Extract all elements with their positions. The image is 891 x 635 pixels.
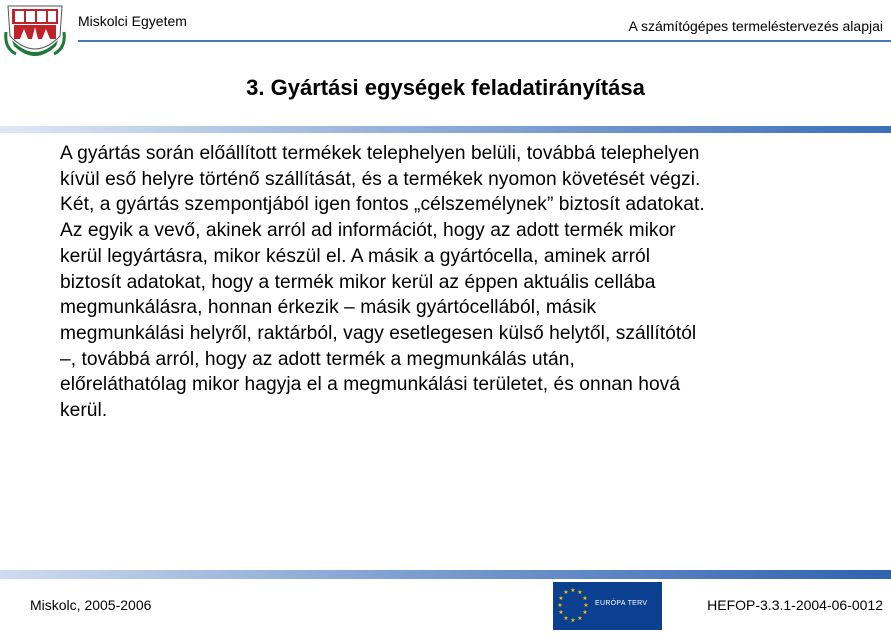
body-line: –, továbbá arról, hogy az adott termék a megmunkálás után, xyxy=(60,348,575,370)
header-institution: Miskolci Egyetem xyxy=(78,13,187,29)
svg-text:★: ★ xyxy=(577,615,583,622)
body-line: A gyártás során előállított termékek telephelyen belüli, továbbá telephelyen xyxy=(60,143,700,164)
body-line: megmunkálásra, honnan érkezik – másik gyártócellából, másik xyxy=(60,297,597,319)
university-crest-icon xyxy=(2,2,68,64)
svg-text:★: ★ xyxy=(582,609,588,616)
svg-text:★: ★ xyxy=(570,587,576,594)
header-divider xyxy=(78,40,891,42)
svg-text:★: ★ xyxy=(563,615,569,622)
body-line: Két, a gyártás szempontjából igen fontos „célszemélynek” biztosít adatokat. xyxy=(60,194,705,216)
body-line: kerül. xyxy=(60,400,108,422)
eu-logo xyxy=(553,582,662,630)
body-line: megmunkálási helyről, raktárból, vagy esetlegesen külső helytől, szállítótól xyxy=(60,322,697,344)
svg-text:★: ★ xyxy=(583,602,589,609)
body-line: kerül legyártásra, mikor készül el. A másik a gyártócella, aminek arról xyxy=(60,245,651,267)
body-line: Az egyik a vevő, akinek arról ad információt, hogy az adott termék mikor xyxy=(60,220,676,242)
footer-divider xyxy=(0,570,891,579)
body-line: előreláthatólag mikor hagyja el a megmunkálási területet, és onnan hová xyxy=(60,374,681,396)
header-course: A számítógépes termeléstervezés alapjai xyxy=(628,18,883,34)
eu-stars-icon xyxy=(553,582,593,630)
svg-text:★: ★ xyxy=(563,589,569,596)
footer-project-code: HEFOP-3.3.1-2004-06-0012 xyxy=(707,597,883,613)
svg-text:★: ★ xyxy=(577,589,583,596)
slide-title: 3. Gyártási egységek feladatirányítása xyxy=(246,75,645,100)
body-line: biztosít adatokat, hogy a termék mikor kerül az éppen aktuális cellába xyxy=(60,271,656,293)
body-line: kívül eső helyre történő szállítását, és a termékek nyomon követését végzi. xyxy=(60,168,701,190)
slide-body xyxy=(60,141,870,424)
footer-place-date: Miskolc, 2005-2006 xyxy=(30,597,152,613)
svg-text:★: ★ xyxy=(557,602,563,609)
svg-text:★: ★ xyxy=(558,595,564,602)
svg-text:★: ★ xyxy=(558,609,564,616)
eu-logo-label: EURÓPA TERV xyxy=(595,600,648,607)
svg-text:★: ★ xyxy=(570,617,576,624)
title-divider xyxy=(0,126,891,133)
svg-text:★: ★ xyxy=(582,595,588,602)
